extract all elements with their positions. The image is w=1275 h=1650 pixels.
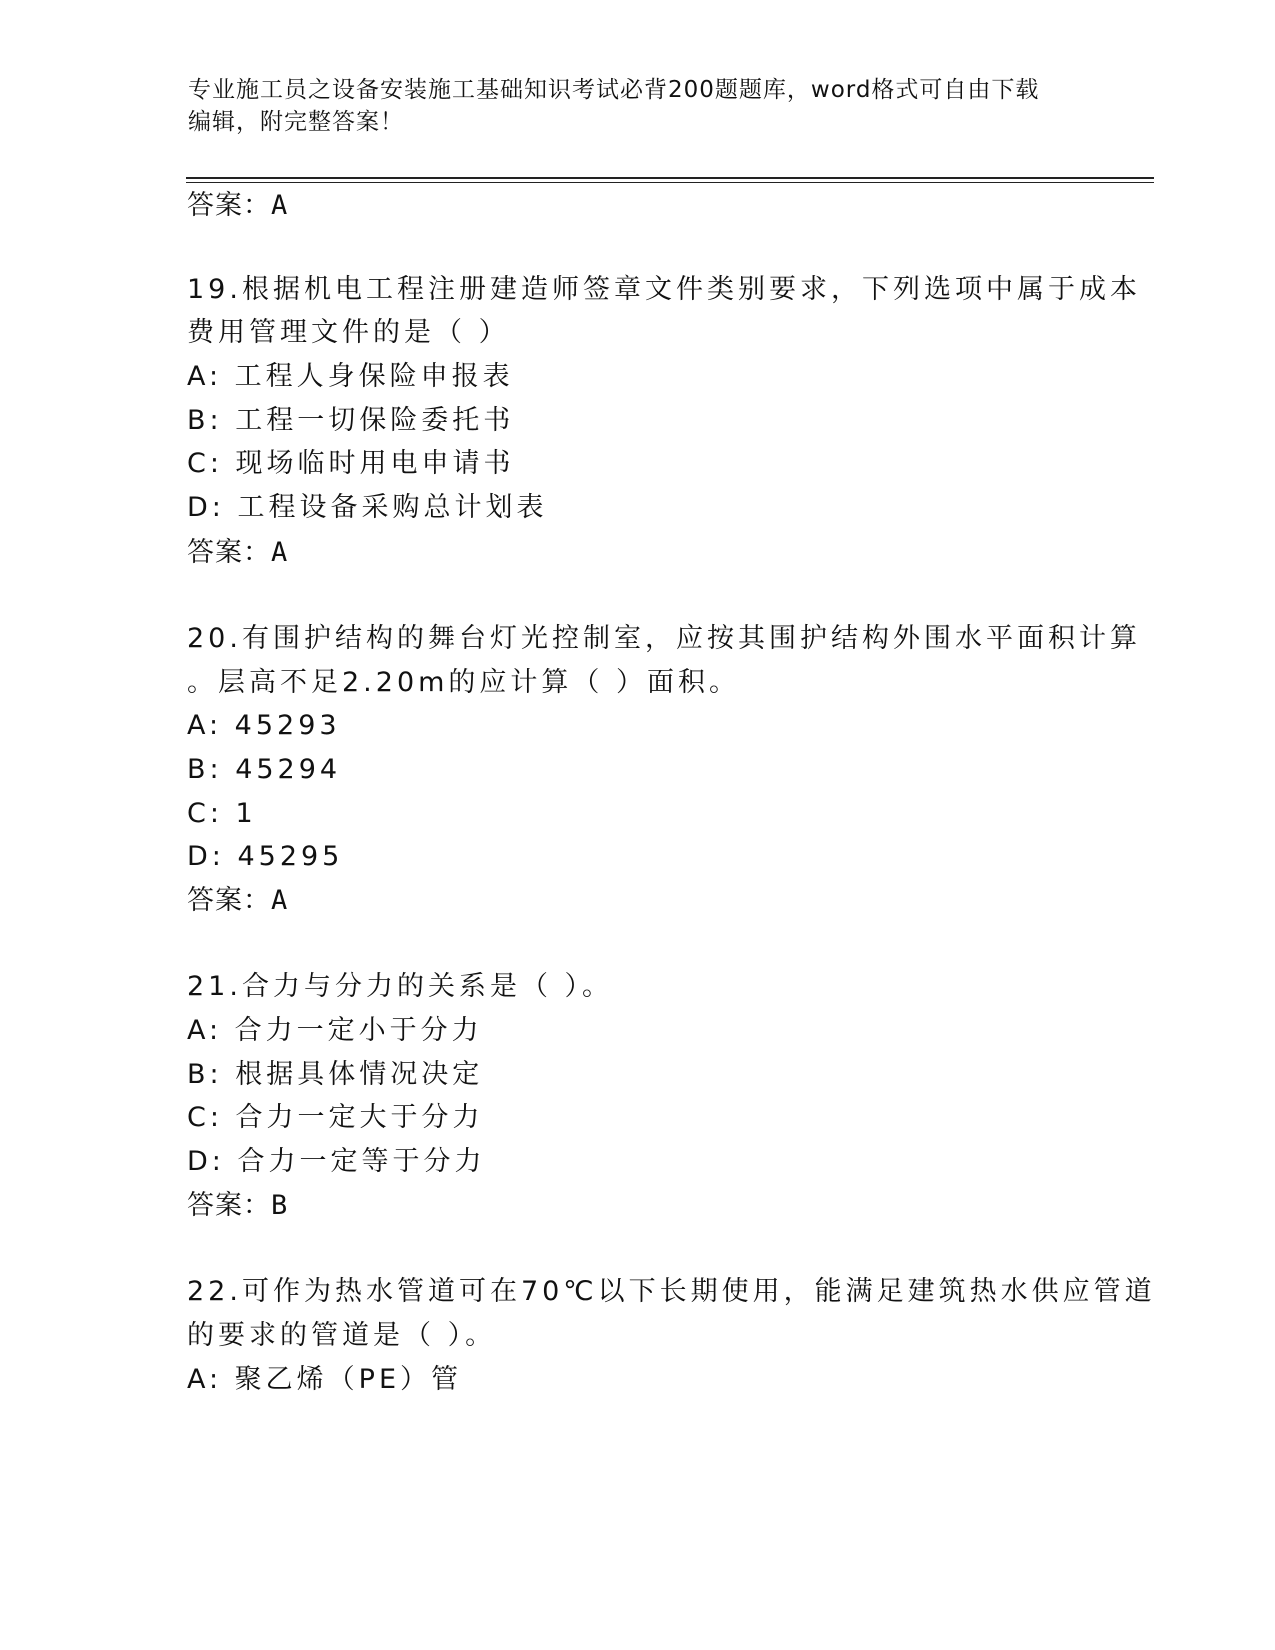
question-19-text: 19.根据机电工程注册建造师签章文件类别要求，下列选项中属于成本 xyxy=(187,274,1141,305)
question-20-answer xyxy=(187,883,288,919)
answer-label: 答案： xyxy=(187,885,271,916)
header-line-1: 专业施工员之设备安装施工基础知识考试必背200题题库，word格式可自由下载 xyxy=(188,77,1040,103)
question-19-answer xyxy=(187,535,288,571)
question-20-text: 20.有围护结构的舞台灯光控制室，应按其围护结构外围水平面积计算 xyxy=(187,623,1141,654)
question-21-option-c: C: 合力一定大于分力 xyxy=(187,1102,484,1133)
question-21-text: 21.合力与分力的关系是（ ）。 xyxy=(187,971,614,1002)
header-rule-thin xyxy=(186,182,1154,183)
answer-value: A xyxy=(271,190,289,221)
header-rule-thick xyxy=(186,177,1154,179)
document-header xyxy=(188,74,1088,138)
question-19-option-c: C: 现场临时用电申请书 xyxy=(187,448,515,479)
question-20-option-a: A: 45293 xyxy=(187,710,341,741)
question-20-option-b: B: 45294 xyxy=(187,754,342,785)
answer-label: 答案： xyxy=(187,190,271,221)
question-21-option-a: A: 合力一定小于分力 xyxy=(187,1015,483,1046)
answer-line xyxy=(187,188,288,224)
question-21-option-b: B: 根据具体情况决定 xyxy=(187,1059,484,1090)
question-20-text-cont: 。层高不足2.20m的应计算（ ）面积。 xyxy=(187,667,741,698)
answer-value: A xyxy=(271,537,289,568)
question-21-option-d: D: 合力一定等于分力 xyxy=(187,1146,486,1177)
question-22-text: 22.可作为热水管道可在70℃以下长期使用，能满足建筑热水供应管道 xyxy=(187,1276,1156,1307)
answer-label: 答案： xyxy=(187,1190,271,1221)
question-22-text-cont: 的要求的管道是（ ）。 xyxy=(187,1320,497,1351)
answer-label: 答案： xyxy=(187,537,271,568)
question-20-option-d: D: 45295 xyxy=(187,841,344,872)
answer-value: B xyxy=(271,1190,289,1221)
header-line-2: 编辑，附完整答案！ xyxy=(188,109,404,135)
question-21-answer xyxy=(187,1188,288,1224)
question-19-option-d: D: 工程设备采购总计划表 xyxy=(187,492,548,523)
question-20-option-c: C: 1 xyxy=(187,798,257,829)
question-19-option-b: B: 工程一切保险委托书 xyxy=(187,405,515,436)
answer-value: A xyxy=(271,885,289,916)
question-22-option-a: A: 聚乙烯（PE）管 xyxy=(187,1364,463,1395)
question-19-option-a: A: 工程人身保险申报表 xyxy=(187,361,514,392)
question-19-text-cont: 费用管理文件的是（ ） xyxy=(187,317,510,348)
